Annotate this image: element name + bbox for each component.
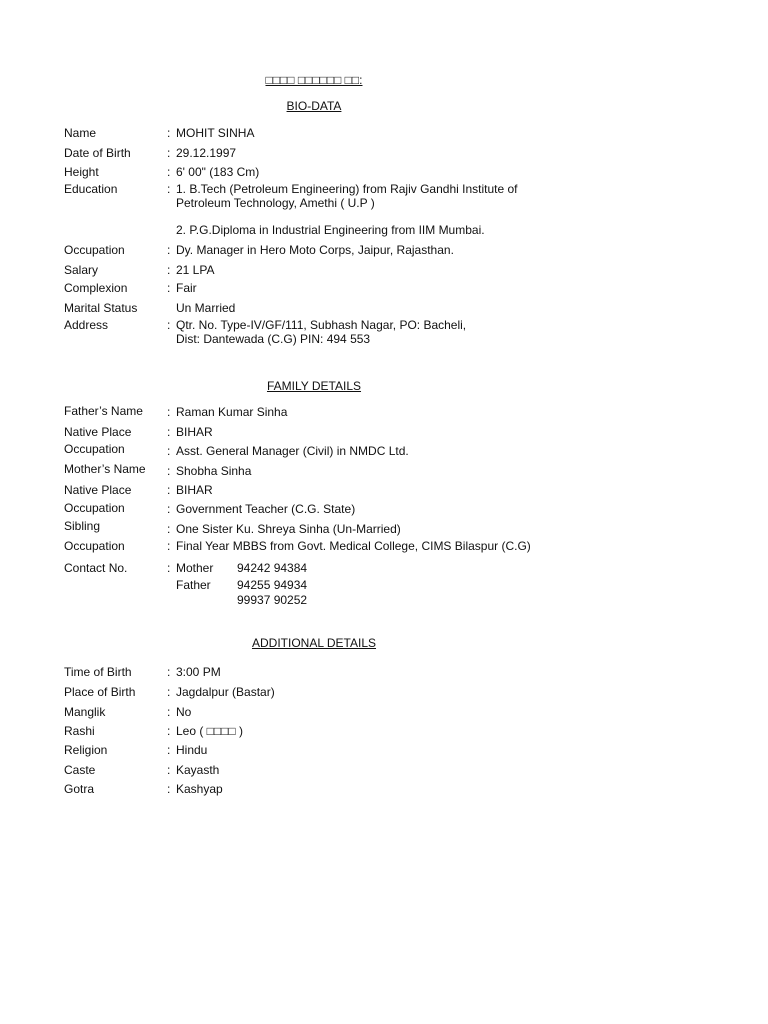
father-native-value: BIHAR — [176, 425, 213, 439]
mother-native-label: Native Place — [64, 483, 132, 497]
complexion-label: Complexion — [64, 281, 128, 295]
contact-father-number-2: 99937 90252 — [237, 593, 308, 607]
colon: : — [167, 522, 171, 536]
colon: : — [167, 724, 171, 738]
salary-label: Salary — [64, 263, 99, 277]
name-label: Name — [64, 126, 97, 140]
mother-occupation-value: Government Teacher (C.G. State) — [176, 502, 356, 516]
address-line-1: Qtr. No. Type-IV/GF/111, Subhash Nagar, PO: Bacheli, — [176, 318, 467, 332]
colon: : — [167, 126, 171, 140]
colon: : — [167, 281, 171, 295]
time-of-birth-label: Time of Birth — [64, 665, 132, 679]
time-of-birth-value: 3:00 PM — [176, 665, 221, 679]
complexion-value: Fair — [176, 281, 197, 295]
sibling-occupation-label: Occupation — [64, 539, 125, 553]
colon: : — [167, 539, 171, 553]
colon: : — [167, 263, 171, 277]
colon: : — [167, 782, 171, 796]
colon: : — [167, 425, 171, 439]
colon: : — [167, 444, 171, 458]
colon: : — [167, 165, 171, 179]
rashi-label: Rashi — [64, 724, 95, 738]
height-value: 6' 00" (183 Cm) — [176, 165, 260, 179]
education-line-1: 1. B.Tech (Petroleum Engineering) from Rajiv Gandhi Institute of — [176, 182, 518, 196]
religion-value: Hindu — [176, 743, 208, 757]
father-name-value: Raman Kumar Sinha — [176, 405, 288, 419]
additional-details-heading: ADDITIONAL DETAILS — [251, 636, 377, 650]
height-label: Height — [64, 165, 99, 179]
father-occupation-label: Occupation — [64, 442, 125, 456]
address-label: Address — [64, 318, 109, 332]
colon: : — [167, 318, 171, 332]
colon: : — [167, 705, 171, 719]
gotra-label: Gotra — [64, 782, 95, 796]
address-line-2: Dist: Dantewada (C.G) PIN: 494 553 — [176, 332, 371, 346]
colon: : — [167, 502, 171, 516]
occupation-value: Dy. Manager in Hero Moto Corps, Jaipur, Rajasthan. — [176, 243, 454, 257]
gotra-value: Kashyap — [176, 782, 223, 796]
sibling-label: Sibling — [64, 519, 101, 533]
education-line-2: Petroleum Technology, Amethi ( U.P ) — [176, 196, 375, 210]
manglik-value: No — [176, 705, 192, 719]
religion-label: Religion — [64, 743, 108, 757]
contact-father-number-1: 94255 94934 — [237, 578, 308, 592]
place-of-birth-value: Jagdalpur (Bastar) — [176, 685, 275, 699]
mother-name-label: Mother’s Name — [64, 462, 146, 476]
mother-name-value: Shobha Sinha — [176, 464, 252, 478]
contact-father-label: Father — [176, 578, 211, 592]
colon: : — [167, 464, 171, 478]
father-occupation-value: Asst. General Manager (Civil) in NMDC Ltd. — [176, 444, 409, 458]
dob-value: 29.12.1997 — [176, 146, 237, 160]
colon: : — [167, 146, 171, 160]
colon: : — [167, 561, 171, 575]
bio-data-heading: BIO-DATA — [286, 99, 342, 113]
mother-native-value: BIHAR — [176, 483, 213, 497]
place-of-birth-label: Place of Birth — [64, 685, 136, 699]
father-native-label: Native Place — [64, 425, 132, 439]
caste-label: Caste — [64, 763, 96, 777]
colon: : — [167, 665, 171, 679]
rashi-value: Leo ( □□□□ ) — [176, 724, 244, 738]
salary-value: 21 LPA — [176, 263, 215, 277]
contact-mother-label: Mother — [176, 561, 214, 575]
invocation-heading: □□□□ □□□□□□ □□: — [265, 73, 363, 87]
manglik-label: Manglik — [64, 705, 106, 719]
colon: : — [167, 743, 171, 757]
colon: : — [167, 763, 171, 777]
name-value: MOHIT SINHA — [176, 126, 255, 140]
sibling-value: One Sister Ku. Shreya Sinha (Un-Married) — [176, 522, 401, 536]
sibling-occupation-value: Final Year MBBS from Govt. Medical College, CIMS Bilaspur (C.G) — [176, 539, 531, 553]
colon: : — [167, 182, 171, 196]
dob-label: Date of Birth — [64, 146, 131, 160]
colon: : — [167, 685, 171, 699]
mother-occupation-label: Occupation — [64, 501, 125, 515]
contact-mother-number: 94242 94384 — [237, 561, 308, 575]
colon: : — [167, 405, 171, 419]
colon: : — [167, 243, 171, 257]
caste-value: Kayasth — [176, 763, 220, 777]
education-line-3: 2. P.G.Diploma in Industrial Engineering from IIM Mumbai. — [176, 223, 485, 237]
education-label: Education — [64, 182, 118, 196]
colon: : — [167, 483, 171, 497]
marital-status-label: Marital Status — [64, 301, 138, 315]
contact-label: Contact No. — [64, 561, 128, 575]
marital-status-value: Un Married — [176, 301, 236, 315]
father-name-label: Father’s Name — [64, 404, 143, 418]
occupation-label: Occupation — [64, 243, 125, 257]
family-details-heading: FAMILY DETAILS — [266, 379, 362, 393]
